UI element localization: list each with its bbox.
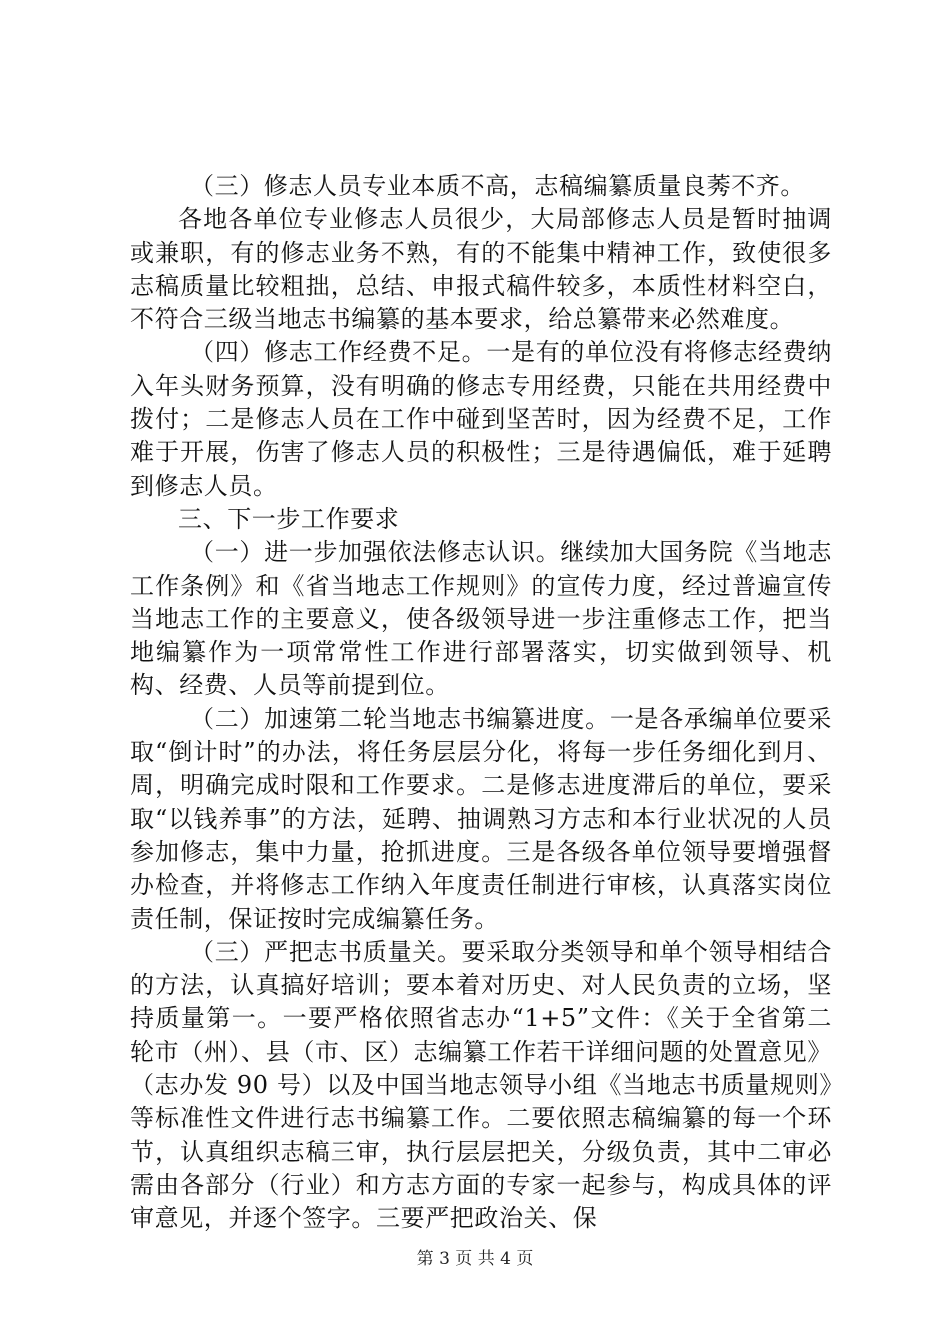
paragraph-item-1: （一）进一步加强依法修志认识。继续加大国务院《当地志工作条例》和《省当地志工作规则》的宣传力度，经过普遍宣传当地志工作的主要意义，使各级领导进一步注重修志工作，把当地编纂作为一项常常性工作进行部署落实，切实做到领导、机构、经费、人员等前提到位。 [130, 538, 832, 700]
paragraph: 各地各单位专业修志人员很少，大局部修志人员是暂时抽调或兼职，有的修志业务不熟，有的不能集中精神工作，致使很多志稿质量比较粗拙，总结、申报式稿件较多，本质性材料空白，不符合三级当地志书编纂的基本要求，给总纂带来必然难度。 [130, 205, 832, 334]
paragraph-heading-4: （四）修志工作经费不足。一是有的单位没有将修志经费纳入年头财务预算，没有明确的修志专用经费，只能在共用经费中拨付；二是修志人员在工作中碰到坚苦时，因为经费不足，工作难于开展，伤害了修志人员的积极性；三是待遇偏低，难于延聘到修志人员。 [130, 338, 832, 500]
paragraph-heading-3: （三）修志人员专业本质不高，志稿编纂质量良莠不齐。 [190, 172, 805, 200]
page-footer: 第 3 页 共 4 页 [416, 1249, 534, 1269]
paragraph-item-2: （二）加速第二轮当地志书编纂进度。一是各承编单位要采取“倒计时”的办法，将任务层层分化，将每一步任务细化到月、周，明确完成时限和工作要求。二是修志进度滞后的单位，要采取“以钱养事”的方法，延聘、抽调熟习方志和本行业状况的人员参加修志，集中力量，抢抓进度。三是各级各单位领导要增强督办检查，并将修志工作纳入年度责任制进行审核，认真落实岗位责任制，保证按时完成编纂任务。 [130, 704, 832, 933]
paragraph-item-3: （三）严把志书质量关。要采取分类领导和单个领导相结合的方法，认真搞好培训；要本着对历史、对人民负责的立场，坚持质量第一。一要严格依照省志办“1+5”文件：《关于全省第二轮市（州）、县（市、区）志编纂工作若干详细问题的处置意见》（志办发 90 号）以及中国当地志领导小组《当地志书质量规则》等标准性文件进行志书编纂工作。二要依照志稿编纂的每一个环节，认真组织志稿三审，执行层层把关，分级负责，其中二审必需由各部分（行业）和方志方面的专家一起参与，构成具体的评审意见，并逐个签字。三要严把政治关、保 [130, 937, 832, 1233]
document-body [130, 170, 832, 1236]
section-heading: 三、下一步工作要求 [178, 504, 400, 533]
